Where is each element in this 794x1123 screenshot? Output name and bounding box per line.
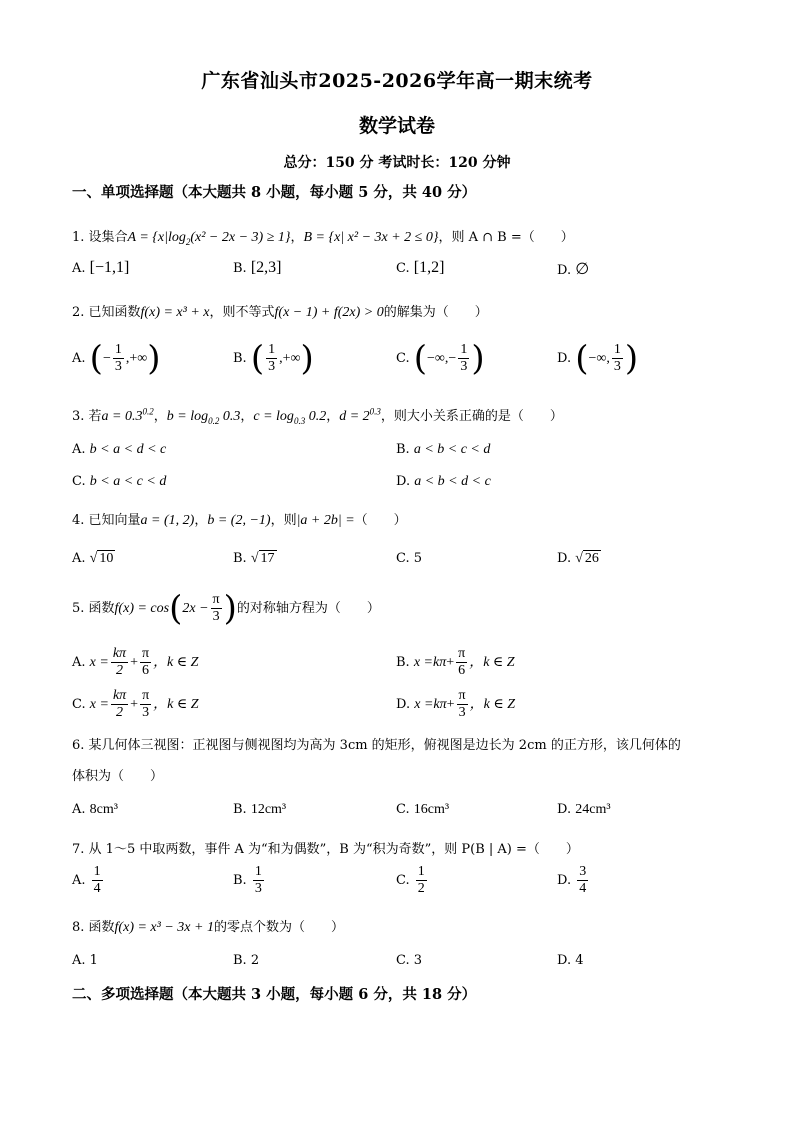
q4-expression: |a + 2b| =	[296, 513, 355, 528]
q6-option-b: B. 12cm³	[233, 802, 287, 817]
question-6-line-1: 6. 某几何体三视图：正视图与侧视图均为高为 3cm 的矩形，俯视图是边长为 2cm 的正方形，该几何体的	[72, 738, 681, 753]
q3-b: $b = \log_{0.2} 0.3$	[166, 409, 241, 426]
q2-option-d: D. (−∞, $\frac{1}{3}$ )	[557, 338, 639, 379]
q5-option-c: C. x = $\frac{k\pi}{2}$ + $\frac{\pi}{3}$ ，k ∈ Z	[72, 688, 199, 720]
q8-option-a: A. 1	[72, 953, 98, 968]
q1-option-b: B. [2,3]	[233, 259, 282, 276]
exam-title: 广东省汕头市2025-2026学年高一期末统考	[201, 70, 593, 92]
q8-option-c: C. 3	[396, 953, 423, 968]
q2-function: f(x) = x³ + x	[140, 305, 210, 320]
q4-option-c: C. 5	[396, 551, 423, 566]
q6-option-a: A. 8cm³	[72, 802, 118, 817]
q7-option-b: B. $\frac{1}{3}$	[233, 864, 262, 896]
q4-option-b: B. √ 17	[233, 551, 275, 566]
q4-option-a: A. √ 10	[72, 551, 114, 566]
question-3: 3. 若$a = 0.3^{0.2}$，$b = \log_{0.2} 0.3$，$c = \log_{0.3} 0.2$，$d = 2^{0.3}$，则大小关系正确的是（ ）	[72, 406, 563, 426]
q4-vector-b: b = (2, −1)	[207, 513, 271, 528]
q3-option-b: B. a < b < c < d	[396, 442, 491, 457]
q1-set-a: $A = \{x|\log_2(x^2 - 2x - 3) \ge 1\}$	[127, 230, 291, 247]
q5-option-d: D. x =kπ+ $\frac{\pi}{3}$ ，k ∈ Z	[396, 688, 515, 720]
question-4: 4. 已知向量a = (1, 2)，b = (2, −1)，则|a + 2b| =（ ）	[72, 513, 407, 528]
q8-function: f(x) = x³ − 3x + 1	[114, 920, 214, 935]
question-7: 7. 从 1～5 中取两数，事件 A 为“和为偶数”，B 为“积为奇数”，则 P(B | A) =（ ）	[72, 842, 579, 857]
q1-set-b: B = {x| x² − 3x + 2 ≤ 0}	[303, 230, 439, 245]
q7-option-a: A. $\frac{1}{4}$	[72, 864, 101, 896]
q1-suffix: ，则 A ∩ B =（ ）	[438, 230, 574, 245]
q5-option-b: B. x =kπ+ $\frac{\pi}{6}$ ，k ∈ Z	[396, 646, 515, 678]
q1-prefix: 1. 设集合	[72, 230, 128, 245]
q7-option-d: D. $\frac{3}{4}$	[557, 864, 587, 896]
q1-option-d: D. ∅	[557, 261, 590, 278]
q5-function: f(x) = cos	[114, 601, 170, 616]
q5-option-a: A. x = $\frac{k\pi}{2}$ + $\frac{\pi}{6}$ ，k ∈ Z	[72, 646, 199, 678]
section-multi-choice-heading: 二、多项选择题（本大题共 3 小题，每小题 6 分，共 18 分）	[72, 986, 477, 1003]
q3-option-a: A. b < a < d < c	[72, 442, 167, 457]
q4-option-d: D. √ 26	[557, 551, 599, 566]
score-time-line: 总分：150 分 考试时长：120 分钟	[283, 155, 511, 171]
q6-option-d: D. 24cm³	[557, 802, 611, 817]
q3-a: $a = 0.3^{0.2}$	[101, 406, 154, 424]
question-6-line-2: 体积为（ ）	[72, 769, 164, 784]
section-single-choice-heading: 一、单项选择题（本大题共 8 小题，每小题 5 分，共 40 分）	[72, 184, 477, 201]
question-8: 8. 函数f(x) = x³ − 3x + 1的零点个数为（ ）	[72, 920, 344, 935]
q3-d: $d = 2^{0.3}$	[339, 406, 381, 424]
question-1	[72, 226, 574, 247]
q4-vector-a: a = (1, 2)	[140, 513, 195, 528]
q6-option-c: C. 16cm³	[396, 802, 450, 817]
question-2: 2. 已知函数f(x) = x³ + x，则不等式f(x − 1) + f(2x) > 0的解集为（ ）	[72, 305, 488, 320]
q8-option-b: B. 2	[233, 953, 260, 968]
q2-inequality: f(x − 1) + f(2x) > 0	[274, 305, 384, 320]
q1-comma: ，	[290, 230, 304, 245]
exam-subtitle: 数学试卷	[358, 115, 435, 137]
q1-option-a: A. [−1,1]	[72, 259, 130, 276]
question-5: 5. 函数f(x) = cos(2x − $\frac{\pi}{3}$ )的对称轴方程为（ ）	[72, 588, 380, 629]
q7-option-c: C. $\frac{1}{2}$	[396, 864, 425, 896]
q3-c: $c = \log_{0.3} 0.2$	[253, 409, 327, 426]
q1-option-c: C. [1,2]	[396, 259, 445, 276]
q3-option-c: C. b < a < c < d	[72, 474, 167, 489]
q2-option-a: A. (− $\frac{1}{3}$ ,+∞)	[72, 338, 161, 379]
q2-option-c: C. (−∞,− $\frac{1}{3}$ )	[396, 338, 485, 379]
q3-option-d: D. a < b < d < c	[396, 474, 491, 489]
q8-option-d: D. 4	[557, 953, 584, 968]
q2-option-b: B. ( $\frac{1}{3}$ ,+∞)	[233, 338, 314, 379]
